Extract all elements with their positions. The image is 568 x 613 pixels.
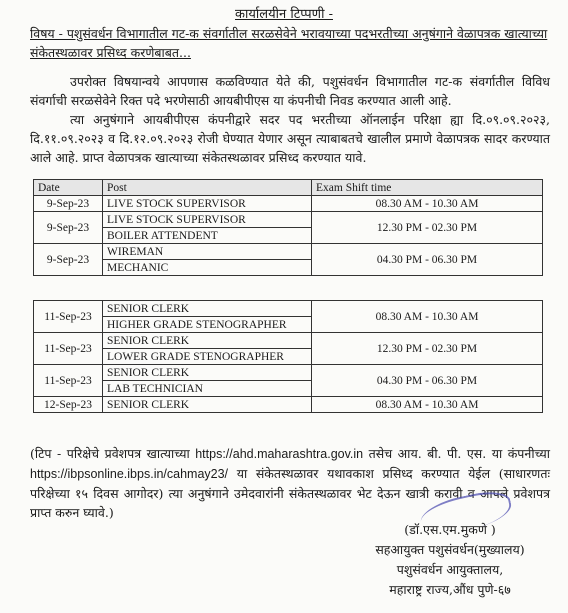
signature-block — [340, 520, 560, 600]
row-post: BOILER ATTENDENT — [103, 228, 312, 244]
row-post: MECHANIC — [103, 260, 312, 276]
row-post: SENIOR CLERK — [103, 365, 312, 381]
row-shift: 08.30 AM - 10.30 AM — [312, 196, 543, 212]
header-post: Post — [103, 180, 312, 196]
row-shift: 12.30 PM - 02.30 PM — [312, 212, 543, 244]
row-post: LIVE STOCK SUPERVISOR — [103, 212, 312, 228]
row-date: 11-Sep-23 — [34, 301, 103, 333]
signatory-designation: सहआयुक्त पशुसंवर्धन(मुख्यालय) — [375, 542, 525, 557]
paragraph-2: त्या अनुषंगाने आयबीपीएस कंपनीद्वारे सदर पद भरतीच्या ऑनलाईन परिक्षा ह्या दि.०९.०९.२०२३, दि.११.०९.२०२३ व दि.१२.०९.२०२३ रोजी घेण्यात येणार असून त्याबाबतचे खालील प्रमाणे वेळापत्रक सादर करण्यात आले आहे. प्राप्त वेळापत्रक खात्याच्या संकेतस्थळावर प्रसिध्द करण्यात यावे. — [30, 112, 550, 165]
row-shift: 04.30 PM - 06.30 PM — [312, 365, 543, 397]
table-row — [34, 301, 543, 317]
row-date: 11-Sep-23 — [34, 333, 103, 365]
row-post: LAB TECHNICIAN — [103, 381, 312, 397]
row-post: WIREMAN — [103, 244, 312, 260]
row-shift: 08.30 AM - 10.30 AM — [312, 301, 543, 333]
row-date: 9-Sep-23 — [34, 196, 103, 212]
note-text-3: या संकेतस्थळावर यथावकाश प्रसिध्द करण्यात येईल (साधारणतः परिक्षेच्या १५ दिवस आगोदर) त्या अनुषंगाने उमेदवारांनी संकेतस्थळावर भेट देऊन खात्री करावी व आपले प्रवेशपत्र प्राप्त करुन घ्यावे.) — [30, 466, 550, 520]
note-text-2: तसेच आय. बी. पी. एस. या कंपनीच्या — [363, 446, 551, 461]
schedule-table-2 — [33, 300, 543, 413]
signatory-name: (डॉ.एस.एम.मुकणे ) — [404, 522, 496, 537]
schedule-table-1 — [33, 179, 543, 276]
row-date: 9-Sep-23 — [34, 212, 103, 244]
row-post: LIVE STOCK SUPERVISOR — [103, 196, 312, 212]
row-date: 11-Sep-23 — [34, 365, 103, 397]
table-row — [34, 196, 543, 212]
row-shift: 12.30 PM - 02.30 PM — [312, 333, 543, 365]
signatory-address: महाराष्ट्र राज्य,औंध पुणे-६७ — [389, 582, 511, 597]
row-post: HIGHER GRADE STENOGRAPHER — [103, 317, 312, 333]
table-row — [34, 397, 543, 413]
body-paragraphs — [30, 72, 550, 167]
subject-line: विषय - पशुसंवर्धन विभागातील गट-क संवर्गातील सरळसेवेने भरावयाच्या पदभरतीच्या अनुषंगाने वेळापत्रक खात्याच्या संकेतस्थळावर प्रसिध्द करणेबाबत... — [30, 26, 548, 60]
row-post: SENIOR CLERK — [103, 333, 312, 349]
website-link-ahd[interactable]: https://ahd.maharashtra.gov.in — [195, 447, 364, 461]
table-row — [34, 244, 543, 260]
table-row — [34, 365, 543, 381]
note-text-1: (टिप - परिक्षेचे प्रवेशपत्र खात्याच्या — [30, 446, 196, 461]
table-header-row — [34, 180, 543, 196]
document-title: कार्यालयीन टिप्पणी - — [235, 7, 333, 22]
signatory-office: पशुसंवर्धन आयुक्तालय, — [396, 562, 504, 577]
row-shift: 08.30 AM - 10.30 AM — [312, 397, 543, 413]
paragraph-1: उपरोक्त विषयान्वये आपणास कळविण्यात येते की, पशुसंवर्धन विभागातील गट-क संवर्गातील विविध संवर्गाची सरळसेवेने रिक्त पदे भरणेसाठी आयबीपीएस या कंपनीची निवड करण्यात आली आहे. — [30, 74, 550, 108]
header-shift: Exam Shift time — [312, 180, 543, 196]
row-date: 9-Sep-23 — [34, 244, 103, 276]
table-row — [34, 333, 543, 349]
row-post: SENIOR CLERK — [103, 397, 312, 413]
row-post: LOWER GRADE STENOGRAPHER — [103, 349, 312, 365]
table-row — [34, 212, 543, 228]
row-post: SENIOR CLERK — [103, 301, 312, 317]
header-date: Date — [34, 180, 103, 196]
website-link-ibps[interactable]: https://ibpsonline.ibps.in/cahmay23/ — [30, 467, 229, 481]
row-date: 12-Sep-23 — [34, 397, 103, 413]
row-shift: 04.30 PM - 06.30 PM — [312, 244, 543, 276]
